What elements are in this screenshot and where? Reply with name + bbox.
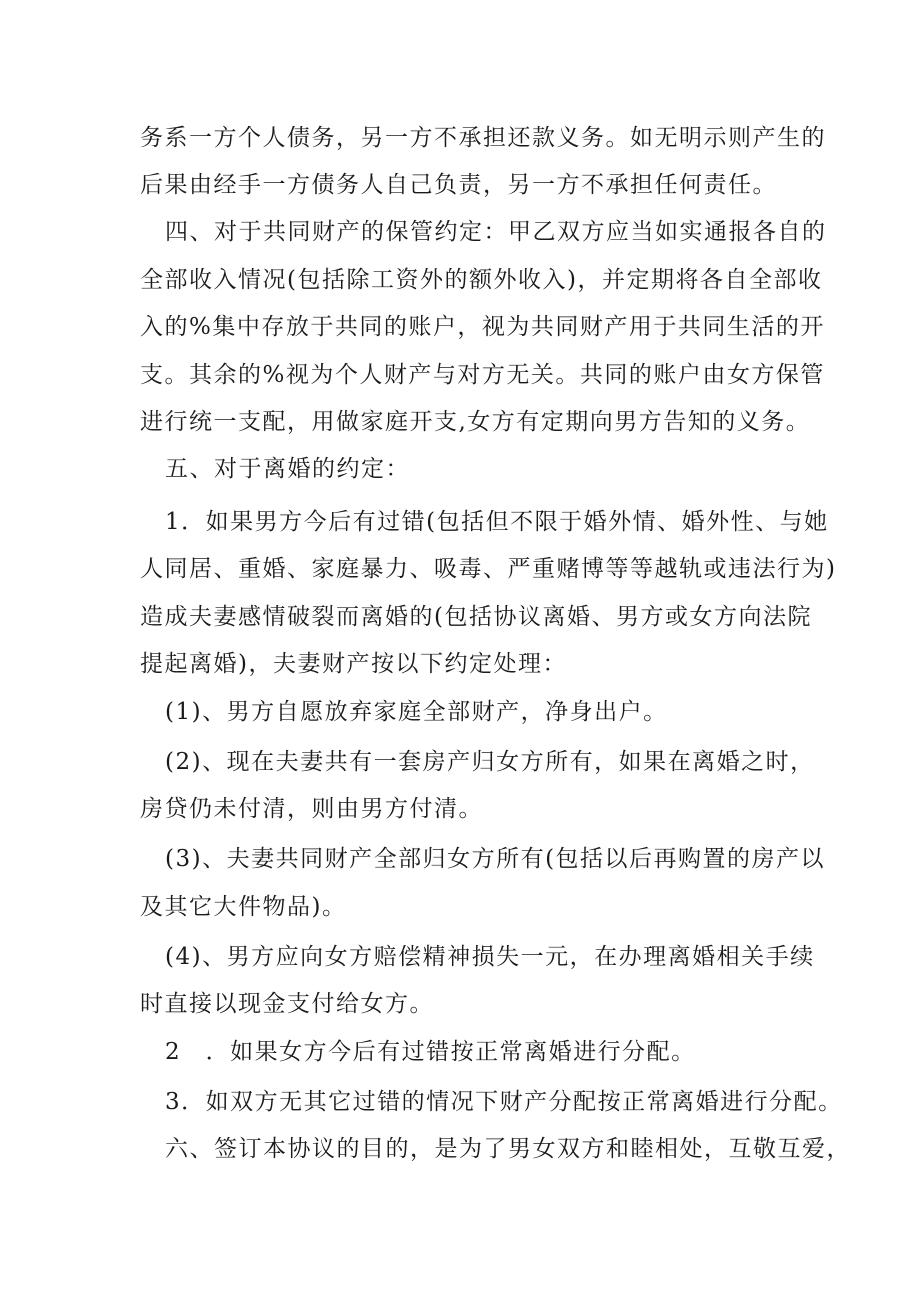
text-line-12: 提起离婚)，夫妻财产按以下约定处理： bbox=[140, 651, 567, 677]
text-line-6: 支。其余的%视为个人财产与对方无关。共同的账户由女方保管 bbox=[140, 362, 825, 388]
text-line-22: 六、签订本协议的目的，是为了男女双方和睦相处，互敬互爱， bbox=[165, 1136, 851, 1162]
text-line-4: 全部收入情况(包括除工资外的额外收入)，并定期将各自全部收 bbox=[140, 267, 823, 293]
text-line-10: 人同居、重婚、家庭暴力、吸毒、严重赌博等等越轨或违法行为) bbox=[140, 556, 837, 582]
text-line-8: 五、对于离婚的约定： bbox=[165, 456, 410, 482]
text-line-9: 1．如果男方今后有过错(包括但不限于婚外情、婚外性、与她 bbox=[165, 509, 829, 535]
text-line-11: 造成夫妻感情破裂而离婚的(包括协议离婚、男方或女方向法院 bbox=[140, 604, 812, 630]
text-line-5: 入的%集中存放于共同的账户，视为共同财产用于共同生活的开 bbox=[140, 314, 825, 340]
text-line-19: 时直接以现金支付给女方。 bbox=[140, 991, 434, 1017]
text-line-14: (2)、现在夫妻共有一套房产归女方所有，如果在离婚之时， bbox=[165, 749, 815, 775]
text-line-7: 进行统一支配，用做家庭开支,女方有定期向男方告知的义务。 bbox=[140, 409, 811, 435]
text-line-20: 2 ．如果女方今后有过错按正常离婚进行分配。 bbox=[165, 1039, 696, 1065]
text-line-21: 3．如双方无其它过错的情况下财产分配按正常离婚进行分配。 bbox=[165, 1089, 843, 1115]
text-line-16: (3)、夫妻共同财产全部归女方所有(包括以后再购置的房产以 bbox=[165, 846, 826, 872]
text-line-1: 务系一方个人债务，另一方不承担还款义务。如无明示则产生的 bbox=[140, 125, 826, 151]
text-line-17: 及其它大件物品)。 bbox=[140, 894, 347, 920]
text-line-18: (4)、男方应向女方赔偿精神损失一元，在办理离婚相关手续 bbox=[165, 944, 815, 970]
text-line-15: 房贷仍未付清，则由男方付清。 bbox=[140, 796, 483, 822]
text-line-2: 后果由经手一方债务人自己负责，另一方不承担任何责任。 bbox=[140, 172, 777, 198]
text-line-3: 四、对于共同财产的保管约定：甲乙双方应当如实通报各自的 bbox=[165, 219, 827, 245]
text-line-13: (1)、男方自愿放弃家庭全部财产，净身出户。 bbox=[165, 699, 668, 725]
